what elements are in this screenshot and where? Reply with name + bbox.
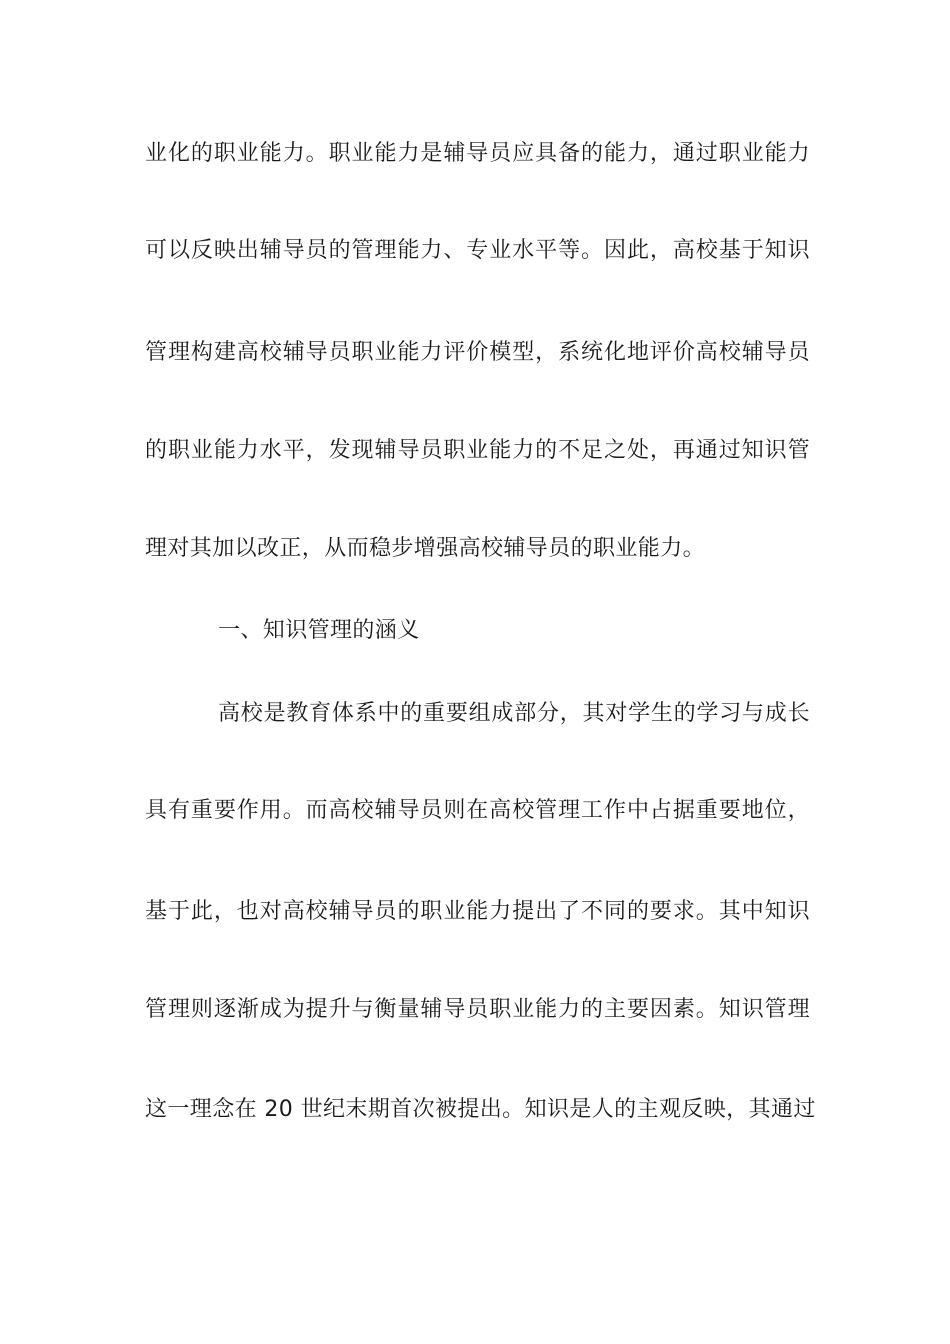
paragraph-1-line-5: 理对其加以改正，从而稳步增强高校辅导员的职业能力。 xyxy=(145,536,706,561)
paragraph-2-line-3: 基于此，也对高校辅导员的职业能力提出了不同的要求。其中知识 xyxy=(145,899,810,924)
paragraph-1-line-1: 业化的职业能力。职业能力是辅导员应具备的能力，通过职业能力 xyxy=(145,141,810,166)
paragraph-2-line-5: 这一理念在 20 世纪末期首次被提出。知识是人的主观反映，其通过 xyxy=(145,1097,816,1122)
paragraph-2-line-2: 具有重要作用。而高校辅导员则在高校管理工作中占据重要地位， xyxy=(145,798,810,823)
section-heading: 一、知识管理的涵义 xyxy=(218,618,420,643)
paragraph-1-line-3: 管理构建高校辅导员职业能力评价模型，系统化地评价高校辅导员 xyxy=(145,340,810,365)
paragraph-1-line-2: 可以反映出辅导员的管理能力、专业水平等。因此，高校基于知识 xyxy=(145,238,810,263)
paragraph-2-line-1: 高校是教育体系中的重要组成部分，其对学生的学习与成长 xyxy=(218,701,810,726)
paragraph-1-line-4: 的职业能力水平，发现辅导员职业能力的不足之处，再通过知识管 xyxy=(145,438,810,463)
paragraph-2-line-4: 管理则逐渐成为提升与衡量辅导员职业能力的主要因素。知识管理 xyxy=(145,997,810,1022)
